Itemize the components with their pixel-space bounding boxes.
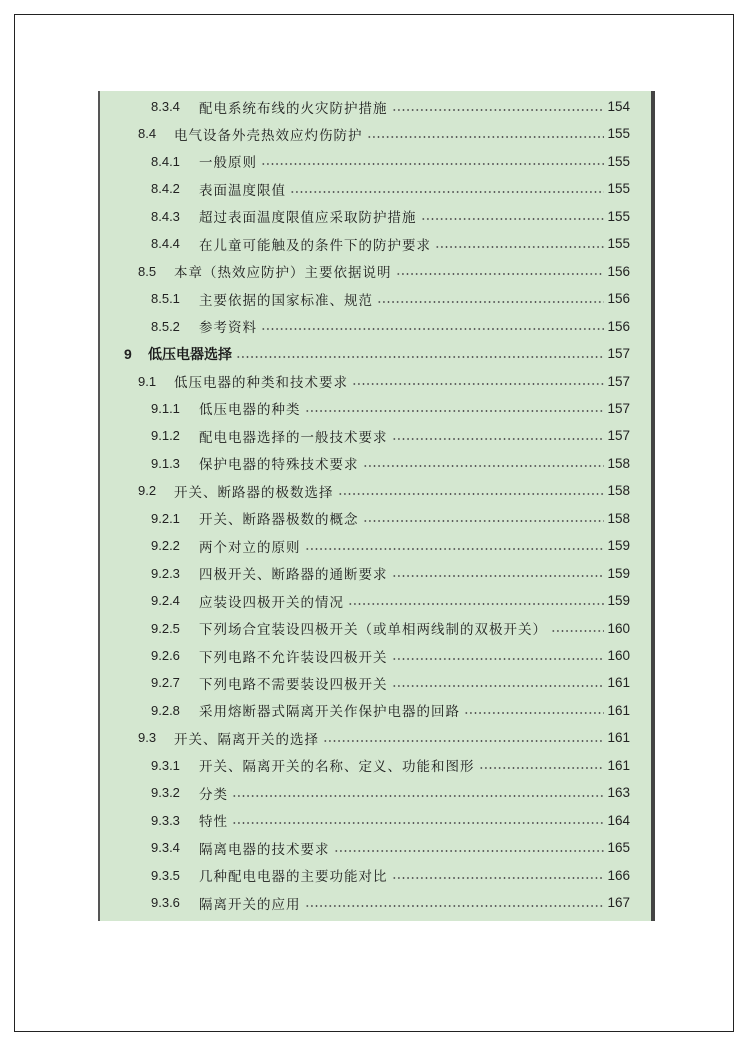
toc-entry-page: 157 [607, 373, 630, 389]
toc-entry-number: 9.2.8 [151, 702, 180, 718]
toc-entry-number: 8.4.2 [151, 181, 180, 197]
toc-entry-page: 161 [607, 757, 630, 773]
toc-entry-page: 159 [607, 565, 630, 581]
dot-leader [261, 163, 604, 165]
dot-leader [396, 273, 605, 275]
toc-entry-page: 158 [607, 510, 630, 526]
dot-leader [392, 658, 605, 660]
toc-entry-page: 159 [607, 538, 630, 554]
toc-entry-number: 9.2 [138, 483, 157, 499]
dot-leader [464, 712, 604, 714]
dot-leader [363, 520, 605, 522]
dot-leader [334, 850, 605, 852]
toc-entry-title: 配电电器选择的一般技术要求 [199, 429, 388, 446]
toc-entry-page: 165 [607, 840, 630, 856]
toc-entry-number: 8.5.2 [151, 318, 180, 334]
toc-entry[interactable] [100, 450, 630, 477]
toc-entry-page: 164 [607, 812, 630, 828]
toc-entry[interactable] [100, 642, 630, 669]
toc-entry-title: 特性 [199, 814, 228, 831]
toc-entry-page: 157 [607, 346, 630, 362]
toc-entry[interactable] [100, 862, 630, 889]
toc-entry-number: 9.2.4 [151, 593, 180, 609]
toc-entry[interactable] [100, 93, 630, 120]
toc-entry-number: 9.3.5 [151, 867, 180, 883]
toc-entry-title: 主要依据的国家标准、规范 [199, 292, 373, 309]
toc-entry-title: 本章（热效应防护）主要依据说明 [174, 265, 392, 282]
toc-entry-title: 一般原则 [199, 155, 257, 172]
toc-entry-title: 开关、隔离开关的选择 [174, 731, 319, 748]
dot-leader [305, 905, 605, 907]
toc-entry-title: 低压电器的种类和技术要求 [174, 375, 348, 391]
toc-entry[interactable] [100, 368, 630, 395]
toc-entry[interactable] [100, 587, 630, 614]
toc-entry[interactable] [100, 779, 630, 806]
toc-entry-number: 8.4 [138, 126, 157, 142]
toc-entry[interactable] [100, 697, 630, 724]
dot-leader [363, 465, 605, 467]
toc-entry-page: 154 [607, 99, 630, 114]
toc-entry-number: 9.3.2 [151, 785, 180, 801]
toc-entry-title: 表面温度限值 [199, 182, 286, 199]
toc-entry-title: 分类 [199, 786, 228, 803]
toc-entry-page: 161 [607, 702, 630, 718]
toc-entry-number: 8.3.4 [151, 99, 180, 114]
toc-entry-title: 四极开关、断路器的通断要求 [199, 567, 388, 584]
dot-leader [323, 740, 604, 742]
toc-entry-page: 167 [607, 895, 630, 911]
toc-entry-page: 158 [607, 483, 630, 499]
toc-entry-title: 采用熔断器式隔离开关作保护电器的回路 [199, 704, 460, 721]
toc-entry[interactable] [100, 477, 630, 504]
dot-leader [290, 191, 604, 193]
toc-entry[interactable] [100, 422, 630, 449]
toc-entry[interactable] [100, 148, 630, 175]
toc-entry-number: 8.5.1 [151, 291, 180, 307]
toc-entry-page: 166 [607, 867, 630, 883]
toc-entry[interactable] [100, 120, 630, 147]
toc-entry-number: 9.2.5 [151, 620, 180, 636]
toc-entry-page: 157 [607, 400, 630, 416]
dot-leader [305, 548, 605, 550]
toc-entry-title: 两个对立的原则 [199, 539, 301, 556]
toc-entry-title: 应装设四极开关的情况 [199, 594, 344, 611]
toc-entry[interactable] [100, 230, 630, 257]
toc-entry-page: 163 [607, 785, 630, 801]
toc-entry-number: 9.3.4 [151, 840, 180, 856]
right-rule [651, 91, 655, 921]
dot-leader [435, 246, 604, 248]
toc-entry[interactable] [100, 175, 630, 202]
dot-leader [377, 301, 604, 303]
toc-entry[interactable] [100, 313, 630, 340]
toc-chapter-entry[interactable] [100, 340, 630, 367]
toc-entry-number: 8.4.1 [151, 153, 180, 169]
toc-entry-title: 开关、断路器极数的概念 [199, 512, 359, 529]
toc-entry[interactable] [100, 889, 630, 916]
toc-entry-title: 低压电器选择 [148, 346, 232, 363]
toc-entry-page: 155 [607, 236, 630, 252]
dot-leader [551, 630, 604, 632]
dot-leader [348, 603, 604, 605]
toc-entry-number: 9 [124, 345, 132, 362]
toc-entry-number: 9.2.2 [151, 538, 180, 554]
toc-entry[interactable] [100, 203, 630, 230]
toc-entry-page: 156 [607, 263, 630, 279]
toc-entry-page: 155 [607, 126, 630, 142]
toc-entry-number: 9.3.6 [151, 895, 180, 911]
toc-entry[interactable] [100, 669, 630, 696]
toc-entry-number: 9.2.7 [151, 675, 180, 691]
toc-entry-page: 160 [607, 648, 630, 663]
toc-entry-title: 几种配电电器的主要功能对比 [199, 869, 388, 886]
toc-entry-number: 8.4.4 [151, 236, 180, 252]
toc-entry-page: 155 [607, 181, 630, 197]
toc-entry-page: 161 [607, 675, 630, 691]
dot-leader [338, 493, 605, 495]
dot-leader [392, 877, 605, 879]
toc-entry-page: 158 [607, 455, 630, 471]
toc-entry-title: 电气设备外壳热效应灼伤防护 [174, 127, 363, 144]
toc-entry[interactable] [100, 834, 630, 861]
toc-entry[interactable] [100, 724, 630, 751]
toc-entry-title: 超过表面温度限值应采取防护措施 [199, 210, 417, 227]
toc-entry-number: 9.3.1 [151, 757, 180, 773]
toc-entry-number: 9.3.3 [151, 812, 180, 828]
toc-entry[interactable] [100, 615, 630, 642]
dot-leader [236, 356, 604, 358]
dot-leader [392, 438, 605, 440]
toc-entry[interactable] [100, 807, 630, 834]
toc-entry[interactable] [100, 395, 630, 422]
toc-entry[interactable] [100, 258, 630, 285]
toc-entry-title: 隔离电器的技术要求 [199, 841, 330, 858]
dot-leader [392, 109, 605, 111]
toc-entry-title: 保护电器的特殊技术要求 [199, 457, 359, 474]
dot-leader [232, 822, 604, 824]
toc-entry-page: 156 [607, 291, 630, 307]
dot-leader [392, 575, 605, 577]
toc-entry-number: 9.1.1 [151, 400, 180, 416]
toc-entry-number: 8.4.3 [151, 208, 180, 224]
toc-entry-page: 160 [607, 620, 630, 636]
dot-leader [232, 795, 604, 797]
toc-entry-title: 低压电器的种类 [199, 402, 301, 419]
dot-leader [479, 767, 605, 769]
toc-entry-title: 配电系统布线的火灾防护措施 [199, 100, 388, 117]
toc-entry-number: 9.1.2 [151, 428, 180, 444]
toc-entry-title: 开关、隔离开关的名称、定义、功能和图形 [199, 759, 475, 776]
dot-leader [367, 136, 605, 138]
toc-entry-page: 159 [607, 593, 630, 609]
dot-leader [421, 218, 605, 220]
toc-entry-title: 下列电路不允许装设四极开关 [199, 649, 388, 666]
toc-entry[interactable] [100, 752, 630, 779]
dot-leader [305, 410, 605, 412]
dot-leader [392, 685, 605, 687]
toc-entry-number: 9.2.3 [151, 565, 180, 581]
toc-entry-title: 在儿童可能触及的条件下的防护要求 [199, 237, 431, 254]
toc-entry-page: 155 [607, 153, 630, 169]
dot-leader [352, 383, 604, 385]
toc-entry-number: 9.2.1 [151, 510, 180, 526]
toc-entry-title: 下列场合宜装设四极开关（或单相两线制的双极开关） [199, 622, 547, 639]
toc-entry[interactable] [100, 560, 630, 587]
toc-entry-number: 8.5 [138, 263, 157, 279]
toc-entry-number: 9.1.3 [151, 455, 180, 471]
toc-entry[interactable] [100, 505, 630, 532]
toc-entry-title: 下列电路不需要装设四极开关 [199, 676, 388, 693]
toc-entry-number: 9.2.6 [151, 648, 180, 663]
toc-entry-number: 9.1 [138, 373, 157, 389]
toc-entry[interactable] [100, 285, 630, 312]
toc-entry-page: 157 [607, 428, 630, 444]
toc-entry-title: 隔离开关的应用 [199, 896, 301, 913]
toc-entry-page: 156 [607, 318, 630, 334]
toc-entry[interactable] [100, 532, 630, 559]
dot-leader [261, 328, 604, 330]
toc-entry-title: 开关、断路器的极数选择 [174, 484, 334, 501]
toc-entry-page: 161 [607, 730, 630, 746]
toc-entry-number: 9.3 [138, 730, 157, 746]
toc-entry-page: 155 [607, 208, 630, 224]
toc-entry-title: 参考资料 [199, 320, 257, 337]
